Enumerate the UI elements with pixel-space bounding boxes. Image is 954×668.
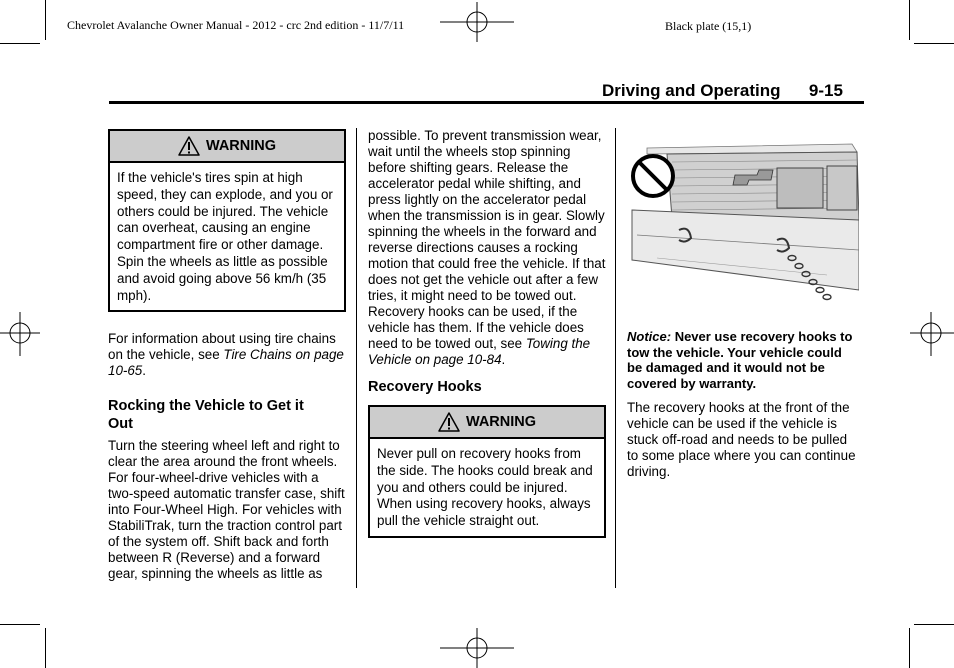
warning-header — [370, 407, 604, 439]
notice-label: Notice: — [627, 329, 672, 344]
plate-label: Black plate (15,1) — [665, 19, 752, 33]
notice-paragraph — [627, 329, 859, 391]
registration-target-icon — [0, 312, 40, 356]
crop-mark — [909, 628, 910, 668]
column-2 — [368, 128, 606, 538]
vehicle-tow-hook-illustration — [627, 140, 859, 305]
prohibited-icon — [633, 156, 673, 196]
crop-mark — [45, 628, 46, 668]
continued-paragraph — [368, 128, 606, 368]
registration-target-icon — [910, 312, 954, 356]
registration-target-icon — [440, 2, 514, 42]
rocking-text: Turn the steering wheel left and right to clear the area around the front wheels. For four-wheel-drive vehicles with a two-speed automatic transfer case, shift into Four-Wheel High. For vehicles with StabiliTrak, turn the traction control part of the system off. Shift back and forth between R (Reverse) and a forward gear, spinning the wheels as little as — [108, 438, 345, 582]
warning-box — [108, 129, 346, 312]
warning-text: Never pull on recovery hooks from the side. The hooks could break and you and others could be injured. When using recovery hooks, always pull the vehicle straight out. — [377, 446, 593, 529]
page-number: 9-15 — [808, 81, 843, 100]
warning-triangle-icon — [438, 412, 460, 432]
crop-mark — [914, 43, 954, 44]
recovery-hooks-heading: Recovery Hooks — [368, 379, 482, 395]
warning-header — [110, 131, 344, 163]
registration-target-icon — [440, 628, 514, 668]
column-divider — [615, 128, 616, 588]
warning-title: WARNING — [205, 138, 277, 154]
crop-mark — [914, 624, 954, 625]
crop-mark — [0, 624, 40, 625]
chains-end: . — [142, 363, 146, 379]
towing-reference-link[interactable]: Towing the Vehicle on page 10-84 — [368, 336, 591, 367]
towing-end: . — [501, 352, 506, 367]
column-divider — [356, 128, 357, 588]
continued-text: possible. To prevent transmission wear, wait until the wheels stop spinning before shifting gears. Release the accelerator pedal while shifting, and press lightly on the accelerator pedal when the transmission is in gear. Slowly spinning the wheels in the forward and reverse directions causes a rocking motion that could free the vehicle. If that does not get the vehicle out after a few tries, it might need to be towed out. Recovery hooks can be used, if the vehicle has them. If the vehicle does need to be towed out, see — [368, 128, 606, 351]
notice-text: Never use recovery hooks to tow the vehicle. Your vehicle could be damaged and it would not be covered by warranty. — [627, 329, 853, 391]
column-1 — [108, 129, 346, 582]
warning-text: If the vehicle's tires spin at high speed, they can explode, and you or others could be injured. The vehicle can overheat, causing an engine compartment fire or other damage. Spin the wheels as little as possible and avoid going above 56 km/h (35 mph). — [117, 170, 333, 303]
chains-reference-link[interactable]: Tire Chains on page 10-65 — [108, 347, 344, 379]
warning-triangle-icon — [178, 136, 200, 156]
header-rule — [109, 101, 864, 104]
crop-mark — [45, 0, 46, 40]
crop-mark — [909, 0, 910, 40]
column-3 — [627, 140, 859, 480]
warning-box — [368, 405, 606, 538]
warning-title: WARNING — [465, 414, 537, 430]
chains-paragraph — [108, 331, 346, 379]
document-title: Chevrolet Avalanche Owner Manual - 2012 - crc 2nd edition - 11/7/11 — [67, 18, 405, 32]
hooks-paragraph: The recovery hooks at the front of the vehicle can be used if the vehicle is stuck off-road and needs to be pulled to some place where you can continue driving. — [627, 400, 856, 480]
crop-mark — [0, 43, 40, 44]
chains-text: For information about using tire chains on the vehicle, see — [108, 331, 336, 363]
section-header — [602, 81, 843, 101]
rocking-heading: Rocking the Vehicle to Get it Out — [108, 398, 304, 433]
section-title: Driving and Operating — [602, 81, 781, 100]
